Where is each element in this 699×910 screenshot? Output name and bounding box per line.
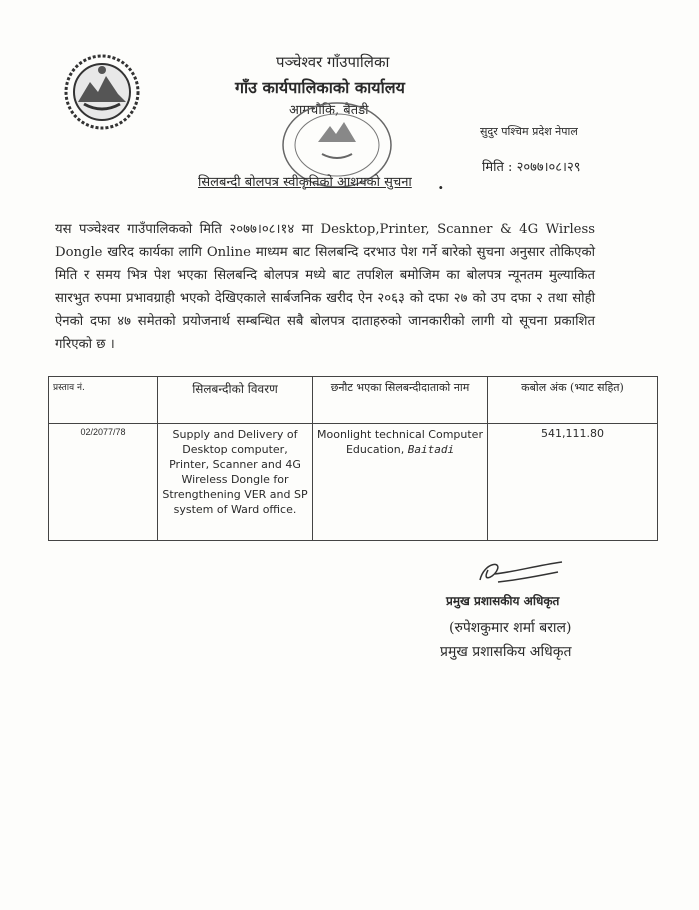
officer-designation: प्रमुख प्रशासकीय अधिकृत <box>446 594 560 608</box>
header-proposal-no: प्रस्ताव नं. <box>49 377 158 424</box>
officer-name: (रुपेशकुमार शर्मा बराल) <box>449 620 572 636</box>
officer-signature <box>474 552 566 592</box>
header-description: सिलबन्दीको विवरण <box>158 377 313 424</box>
cell-amount: 541,111.80 <box>488 424 658 541</box>
subject-period: . <box>438 174 444 193</box>
municipality-name: पञ्चेश्वर गाँउपालिका <box>276 53 390 71</box>
office-location: आमचौकि, बैतडी <box>289 103 369 118</box>
office-name: गाँउ कार्यपालिकाको कार्यालय <box>235 78 405 97</box>
nepal-emblem-logo <box>62 52 142 132</box>
bidder-name: Moonlight technical Computer Education, <box>317 428 483 456</box>
notice-subject: सिलबन्दी बोलपत्र स्वीकृतिको आशयको सुचना <box>198 175 412 190</box>
header-amount: कबोल अंक (भ्याट सहित) <box>488 377 658 424</box>
header-bidder: छनौट भएका सिलबन्दीदाताको नाम <box>313 377 488 424</box>
cell-proposal-no: 02/2077/78 <box>49 424 158 541</box>
cell-bidder <box>313 424 488 541</box>
cell-description: Supply and Delivery of Desktop computer, Printer, Scanner and 4G Wireless Dongle for Strengthening VER and SP system of Ward office. <box>158 424 313 541</box>
bidder-location-handwritten: Baitadi <box>407 443 455 456</box>
table-row <box>49 424 658 541</box>
bid-table <box>48 376 658 541</box>
notice-body: यस पञ्चेश्वर गाउँपालिकको मिति २०७७।०८।१४ मा Desktop,Printer, Scanner & 4G Wirless Dongle खरिद कार्यका लागि Online माध्यम बाट सिलबन्दि दरभाउ पेश गर्ने बारेको सुचना अनुसार तोकिएको मिति र समय भित्र पेश भएका सिलबन्दि बोलपत्र मध्ये बाट तपशिल बमोजिम का बोलपत्र न्यूनतम मुल्याकित सारभुत रुपमा प्रभावग्राही भएको देखिएकाले सार्बजनिक खरीद ऐन २०६३ को दफा २७ को उप दफा २ तथा सोही ऐनको दफा ४७ समेतको प्रयोजनार्थ सम्बन्धित सबै बोलपत्र दाताहरुको जानकारीको लागी यो सूचना प्रकाशित गरिएको छ । <box>55 222 595 352</box>
notice-date: मिति : २०७७।०८।२९ <box>482 160 581 175</box>
province-name: सुदुर पश्चिम प्रदेश नेपाल <box>480 125 578 138</box>
officer-designation-stamp: प्रमुख प्रशासकिय अधिकृत <box>440 644 572 660</box>
table-header-row <box>49 377 658 424</box>
